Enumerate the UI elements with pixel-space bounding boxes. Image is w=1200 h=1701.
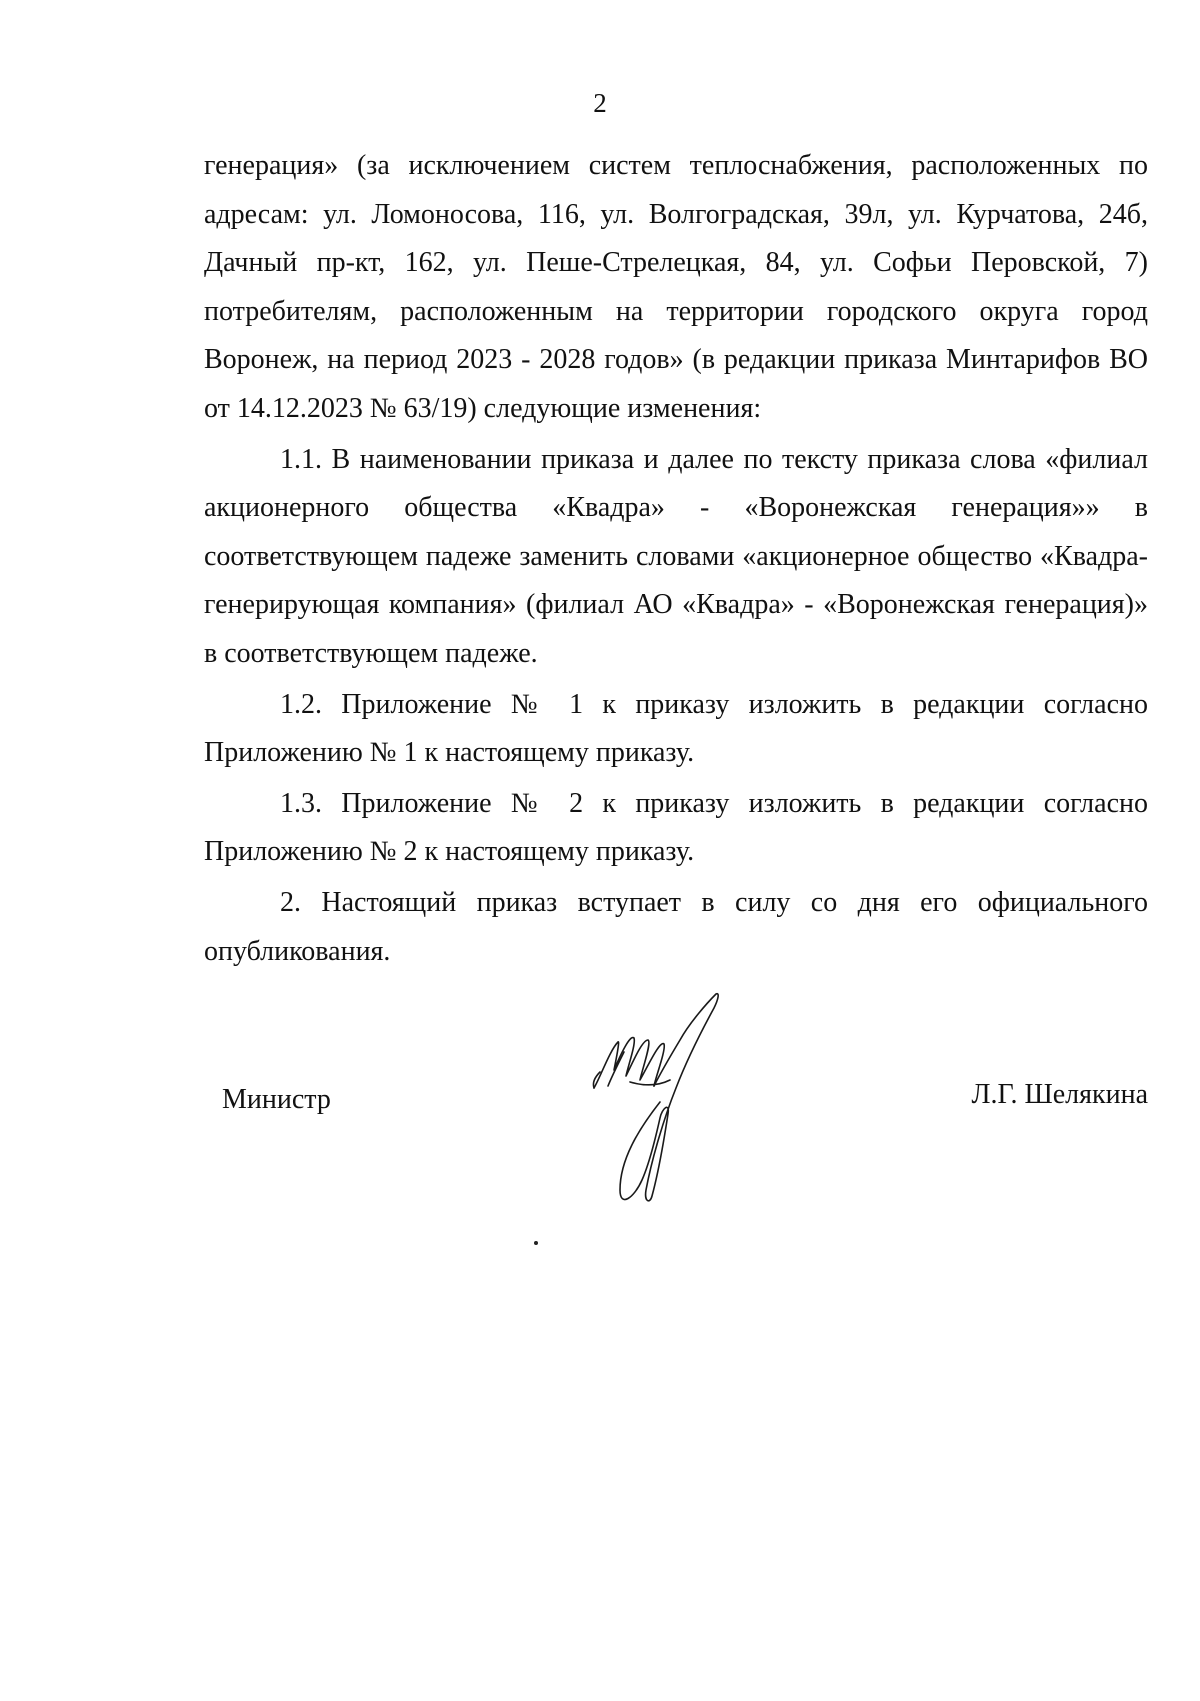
paragraph-item-1-2: 1.2. Приложение № 1 к приказу изложить в редакции согласно Приложению № 1 к настоящему приказу. — [204, 688, 1148, 769]
paragraph-item-2: 2. Настоящий приказ вступает в силу со дня его официального опубликования. — [204, 886, 1148, 967]
page-number: 2 — [593, 88, 607, 118]
paragraph-item-1-3: 1.3. Приложение № 2 к приказу изложить в редакции согласно Приложению № 2 к настоящему приказу. — [204, 787, 1148, 868]
paragraph-continuation: генерация» (за исключением систем теплоснабжения, расположенных по адресам: ул. Ломоносова, 116, ул. Волгоградская, 39л, ул. Курчатова, 24б, Дачный пр-кт, 162, ул. Пеше-Стрелецкая, 84, ул. Софьи Перовской, 7) потребителям, расположенным на территории городского округа город Воронеж, на период 2023 - 2028 годов» (в редакции приказа Минтарифов ВО от 14.12.2023 № 63/19) следующие изменения: — [204, 150, 1148, 424]
document-body — [204, 142, 1148, 976]
paragraph-item-1-1: 1.1. В наименовании приказа и далее по тексту приказа слова «филиал акционерного общества «Квадра» - «Воронежская генерация»» в соответствующем падеже заменить словами «акционерное общество «Квадра-генерирующая компания» (филиал АО «Квадра» - «Воронежская генерация)» в соответствующем падеже. — [204, 443, 1148, 669]
ink-dot — [534, 1241, 538, 1245]
signatory-title: Министр — [222, 1084, 331, 1115]
signatory-name: Л.Г. Шелякина — [971, 1079, 1148, 1110]
handwritten-signature — [590, 990, 740, 1220]
